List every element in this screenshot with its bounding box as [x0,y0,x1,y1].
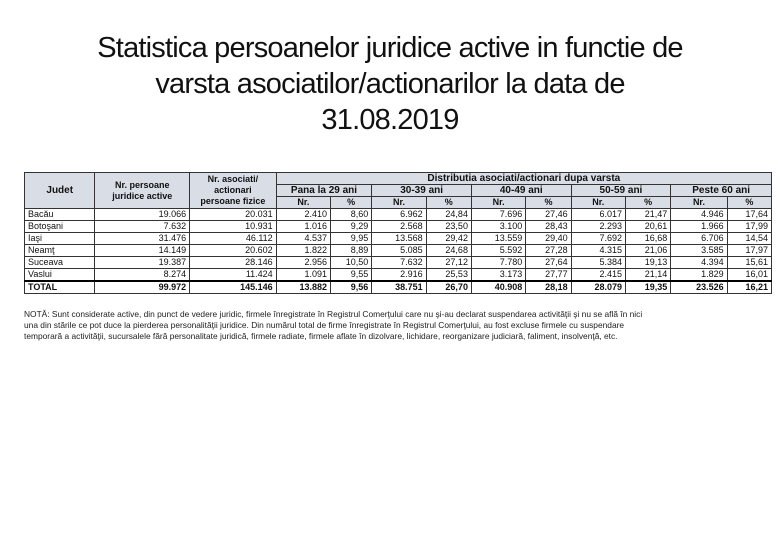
cell-total-g3-pct: 28,18 [526,281,571,294]
header-nr: Nr. [276,197,330,209]
cell-total-label: TOTAL [25,281,95,294]
cell-g1-nr: 2.410 [276,209,330,221]
cell-g1-nr: 1.822 [276,245,330,257]
table-row [25,209,772,221]
cell-asociati: 46.112 [190,233,277,245]
cell-g2-nr: 2.568 [372,221,426,233]
table-body [25,209,772,294]
header-nr: Nr. [571,197,625,209]
cell-g2-nr: 13.568 [372,233,426,245]
title-line-3: 31.08.2019 [321,104,459,136]
page-title [40,30,740,138]
cell-g3-pct: 29,40 [526,233,571,245]
title-line-1: Statistica persoanelor juridice active in functie de [97,32,683,64]
cell-g1-nr: 1.091 [276,269,330,282]
cell-g4-nr: 2.293 [571,221,625,233]
cell-total-g5-nr: 23.526 [671,281,727,294]
header-nr-persoane: Nr. persoane juridice active [95,173,190,209]
header-group-pana-29: Pana la 29 ani [276,185,372,197]
table-row [25,269,772,282]
cell-g2-nr: 7.632 [372,257,426,269]
footnote-line-3: temporară a activităţii, sucursalele fără personalitate juridică, firmele radiate, firmele aflate în dizolvare, lichidare, reorganizare judiciară, faliment, insolvenţă, etc. [24,331,618,341]
cell-total-g4-nr: 28.079 [571,281,625,294]
header-pct: % [625,197,670,209]
statistics-table [24,172,772,294]
cell-g5-pct: 15,61 [727,257,771,269]
cell-g3-pct: 28,43 [526,221,571,233]
cell-persoane: 19.066 [95,209,190,221]
cell-judet: Suceava [25,257,95,269]
cell-g4-nr: 5.384 [571,257,625,269]
cell-g2-nr: 6.962 [372,209,426,221]
header-nr-asociati: Nr. asociati/ actionari persoane fizice [190,173,277,209]
cell-g3-pct: 27,64 [526,257,571,269]
cell-g2-nr: 2.916 [372,269,426,282]
footnote [24,309,764,342]
cell-total-g1-nr: 13.882 [276,281,330,294]
cell-g3-nr: 3.173 [471,269,525,282]
cell-asociati: 20.031 [190,209,277,221]
cell-g1-pct: 10,50 [331,257,372,269]
cell-g4-pct: 19,13 [625,257,670,269]
footnote-line-2: una din stările ce pot duce la pierderea personalităţii juridice. Din numărul total de firme înregistrate în Registrul Comerţului, au fost excluse firmele cu suspendare [24,320,625,330]
header-nr: Nr. [372,197,426,209]
cell-g1-pct: 9,55 [331,269,372,282]
cell-total-g2-nr: 38.751 [372,281,426,294]
cell-g3-nr: 5.592 [471,245,525,257]
cell-g4-nr: 2.415 [571,269,625,282]
cell-asociati: 11.424 [190,269,277,282]
cell-g3-nr: 13.559 [471,233,525,245]
cell-g4-pct: 20,61 [625,221,670,233]
header-pct: % [727,197,771,209]
cell-g3-pct: 27,46 [526,209,571,221]
cell-g3-pct: 27,28 [526,245,571,257]
cell-g5-nr: 4.946 [671,209,727,221]
header-group-40-49: 40-49 ani [471,185,571,197]
cell-g4-pct: 16,68 [625,233,670,245]
cell-judet: Neamţ [25,245,95,257]
table-row [25,245,772,257]
cell-g1-nr: 2.956 [276,257,330,269]
cell-g3-pct: 27,77 [526,269,571,282]
cell-g1-pct: 9,29 [331,221,372,233]
cell-total-asociati: 145.146 [190,281,277,294]
header-nr: Nr. [471,197,525,209]
header-distributia: Distributia asociati/actionari dupa varsta [276,173,771,185]
cell-judet: Iaşi [25,233,95,245]
cell-total-g1-pct: 9,56 [331,281,372,294]
cell-g4-nr: 7.692 [571,233,625,245]
cell-g5-nr: 4.394 [671,257,727,269]
cell-g1-nr: 4.537 [276,233,330,245]
cell-g2-pct: 25,53 [426,269,471,282]
cell-g3-nr: 7.780 [471,257,525,269]
cell-g1-pct: 9,95 [331,233,372,245]
header-pct: % [526,197,571,209]
cell-total-g4-pct: 19,35 [625,281,670,294]
cell-persoane: 19.387 [95,257,190,269]
cell-g5-pct: 16,01 [727,269,771,282]
header-nr: Nr. [671,197,727,209]
cell-g4-nr: 4.315 [571,245,625,257]
cell-total-g5-pct: 16,21 [727,281,771,294]
cell-g4-pct: 21,47 [625,209,670,221]
table-total-row [25,281,772,294]
cell-persoane: 7.632 [95,221,190,233]
cell-g5-pct: 17,99 [727,221,771,233]
header-pct: % [426,197,471,209]
title-line-2: varsta asociatilor/actionarilor la data de [155,68,625,100]
cell-g1-pct: 8,89 [331,245,372,257]
header-judet: Judet [25,173,95,209]
header-pct: % [331,197,372,209]
cell-g4-pct: 21,06 [625,245,670,257]
cell-g5-pct: 14,54 [727,233,771,245]
cell-g5-pct: 17,97 [727,245,771,257]
cell-total-g2-pct: 26,70 [426,281,471,294]
cell-g2-pct: 27,12 [426,257,471,269]
cell-persoane: 14.149 [95,245,190,257]
cell-asociati: 10.931 [190,221,277,233]
cell-g2-pct: 24,84 [426,209,471,221]
header-group-50-59: 50-59 ani [571,185,671,197]
cell-g2-pct: 24,68 [426,245,471,257]
cell-asociati: 20.602 [190,245,277,257]
table-row [25,233,772,245]
cell-total-g3-nr: 40.908 [471,281,525,294]
cell-g2-nr: 5.085 [372,245,426,257]
table-row [25,221,772,233]
cell-g5-nr: 3.585 [671,245,727,257]
table-row [25,257,772,269]
cell-g3-nr: 3.100 [471,221,525,233]
cell-judet: Bacău [25,209,95,221]
cell-g5-nr: 1.966 [671,221,727,233]
cell-total-persoane: 99.972 [95,281,190,294]
cell-g2-pct: 29,42 [426,233,471,245]
statistics-table-wrapper [24,172,772,294]
cell-g5-pct: 17,64 [727,209,771,221]
cell-persoane: 8.274 [95,269,190,282]
cell-g4-pct: 21,14 [625,269,670,282]
cell-judet: Botoşani [25,221,95,233]
footnote-line-1: NOTĂ: Sunt considerate active, din punct de vedere juridic, firmele înregistrate în Registrul Comerţului care nu şi-au declarat suspendarea activităţii şi nu se află în nici [24,309,643,319]
cell-g4-nr: 6.017 [571,209,625,221]
header-group-30-39: 30-39 ani [372,185,472,197]
cell-g5-nr: 1.829 [671,269,727,282]
header-group-peste-60: Peste 60 ani [671,185,772,197]
cell-g2-pct: 23,50 [426,221,471,233]
cell-g5-nr: 6.706 [671,233,727,245]
cell-g1-nr: 1.016 [276,221,330,233]
cell-asociati: 28.146 [190,257,277,269]
cell-g1-pct: 8,60 [331,209,372,221]
cell-persoane: 31.476 [95,233,190,245]
cell-judet: Vaslui [25,269,95,282]
cell-g3-nr: 7.696 [471,209,525,221]
